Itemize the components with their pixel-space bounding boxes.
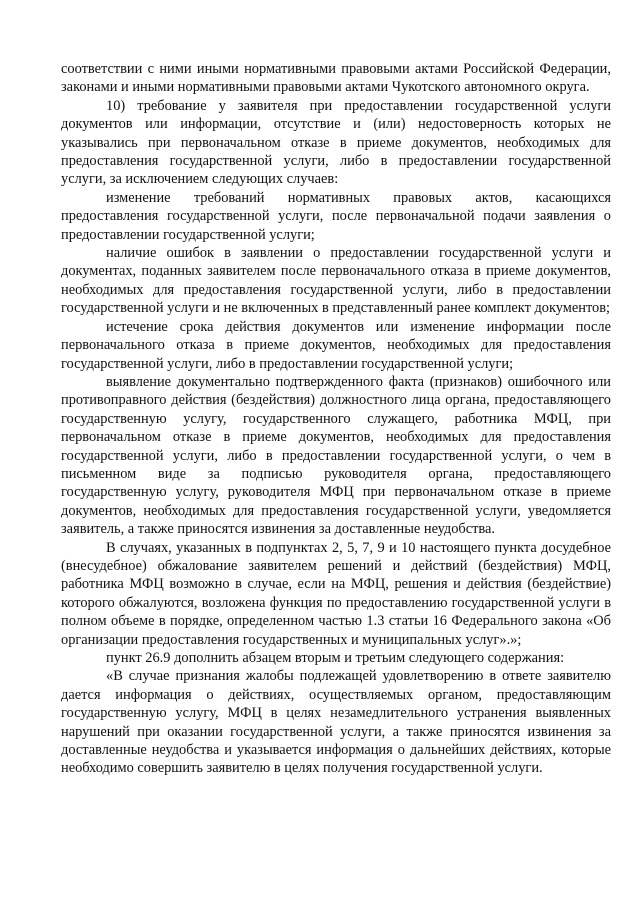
paragraph-continuation: соответствии с ними иными нормативными правовыми актами Российской Федерации, законами и иными нормативными правовыми актами Чукотского автономного округа. (61, 61, 611, 96)
document-body (61, 60, 611, 778)
paragraph-item-10: 10) требование у заявителя при предоставлении государственной услуги документов или информации, отсутствие и (или) недостоверность которых не указывались при первоначальном отказе в приеме документов, необходимых для предоставления государственной услуги, либо в предоставлении государственной услуги, за исключением следующих случаев: (61, 97, 611, 188)
paragraph-exception-errors: наличие ошибок в заявлении о предоставлении государственной услуги и документах, поданных заявителем после первоначального отказа в приеме документов, необходимых для предоставления государственной услуги, либо в предоставлении государственной услуги и не включенных в представленный ранее комплект документов; (61, 245, 611, 317)
paragraph-exception-regulation-change: изменение требований нормативных правовых актов, касающихся предоставления государственной услуги, после первоначальной подачи заявления о предоставлении государственной услуги; (61, 189, 611, 243)
paragraph-exception-expiry: истечение срока действия документов или изменение информации после первоначального отказа в приеме документов, необходимых для предоставления государственной услуги, либо в предоставлении государственной услуги; (61, 318, 611, 372)
paragraph-complaint-satisfied: «В случае признания жалобы подлежащей удовлетворению в ответе заявителю дается информация о действиях, осуществляемых органом, предоставляющим государственную услугу, МФЦ в целях незамедлительного устранения выявленных нарушений при оказании государственной услуги, а также приносятся извинения за доставленные неудобства и указывается информация о дальнейших действиях, которые необходимо совершить заявителю в целях получения государственной услуги. (61, 668, 611, 777)
paragraph-exception-misconduct: выявление документально подтвержденного факта (признаков) ошибочного или противоправного действия (бездействия) должностного лица органа, предоставляющего государственную услугу, государственного служащего, работника МФЦ, при первоначальном отказе в приеме документов, необходимых для предоставления государственной услуги, либо в предоставлении государственной услуги, о чем в письменном виде за подписью руководителя органа, предоставляющего государственную услугу, руководителя МФЦ при первоначальном отказе в приеме документов, необходимых для предоставления государственной услуги, уведомляется заявитель, а также приносятся извинения за доставленные неудобства. (61, 373, 611, 538)
paragraph-amendment-26-9: пункт 26.9 дополнить абзацем вторым и третьим следующего содержания: (106, 650, 565, 666)
paragraph-pretrial-appeal: В случаях, указанных в подпунктах 2, 5, 7, 9 и 10 настоящего пункта досудебное (внесудебное) обжалование заявителем решений и действий (бездействия) МФЦ, работника МФЦ возможно в случае, если на МФЦ, решения и действия (бездействие) которого обжалуются, возложена функция по предоставлению государственной услуги в полном объеме в порядке, определенном частью 1.3 статьи 16 Федерального закона «Об организации предоставления государственных и муниципальных услуг».»; (61, 539, 611, 648)
